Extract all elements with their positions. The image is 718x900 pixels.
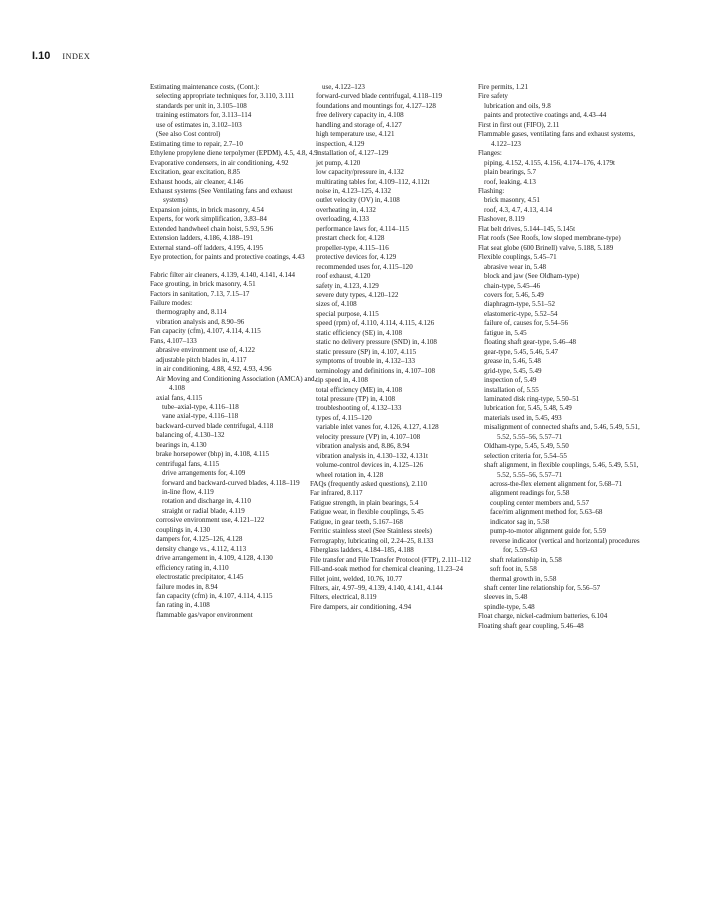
- index-entry: Flat roofs (See Roofs, low sloped membrane-type): [478, 234, 621, 243]
- index-entry: Floating shaft gear coupling, 5.46–48: [478, 621, 584, 630]
- index-entry: Float charge, nickel-cadmium batteries, 6.104: [478, 612, 608, 621]
- index-entry: diaphragm-type, 5.51–52: [484, 300, 556, 309]
- index-entry: misalignment of connected shafts and, 5.46, 5.49, 5.51, 5.52, 5.55–56, 5.57–71: [484, 423, 640, 441]
- index-entry: tube–axial-type, 4.116–118: [162, 402, 239, 411]
- index-entry: laminated disk ring-type, 5.50–51: [484, 394, 580, 403]
- index-entry: fan rating in, 4.108: [156, 601, 210, 610]
- index-entry: standards per unit in, 3.105–108: [156, 101, 247, 110]
- index-entry: outlet velocity (OV) in, 4.108: [316, 196, 400, 205]
- index-entry: shaft relationship in, 5.58: [490, 555, 562, 564]
- index-entry: spindle-type, 5.48: [484, 602, 535, 611]
- index-entry: Estimating maintenance costs, (Cont.):: [150, 83, 260, 91]
- index-columns: [150, 83, 646, 631]
- index-entry: selection criteria for, 5.54–55: [484, 451, 567, 460]
- index-entry: use of estimates in, 3.102–103: [156, 120, 242, 129]
- index-entry: axial fans, 4.115: [156, 393, 203, 402]
- index-entry: failure of, causes for, 5.54–56: [484, 319, 569, 328]
- index-entry: sleeves in, 5.48: [484, 593, 528, 602]
- page-number: I.10: [32, 50, 51, 62]
- index-entry: Exhaust hoods, air cleaner, 4.146: [150, 177, 244, 186]
- index-entry: propeller-type, 4.115–116: [316, 243, 389, 252]
- index-entry: FAQs (frequently asked questions), 2.110: [310, 480, 428, 489]
- index-entry: types of, 4.115–120: [316, 413, 372, 422]
- index-entry: inspection, 4.129: [316, 139, 365, 148]
- index-entry: balancing of, 4.130–132: [156, 431, 225, 440]
- index-entry: External stand–off ladders, 4.195, 4.195: [150, 243, 263, 252]
- index-entry: fatigue in, 5.45: [484, 328, 527, 337]
- index-entry: adjustable pitch blades in, 4.117: [156, 355, 247, 364]
- index-entry: abrasive wear in, 5.48: [484, 262, 547, 271]
- index-entry: coupling center members and, 5.57: [490, 498, 590, 507]
- index-entry: Fiberglass ladders, 4.184–185, 4.188: [310, 546, 414, 555]
- index-entry: roof, 4.3, 4.7, 4.13, 4.14: [484, 205, 553, 214]
- index-entry: severe duty types, 4.120–122: [316, 290, 399, 299]
- index-entry: centrifugal fans, 4.115: [156, 459, 220, 468]
- index-entry: foundations and mountings for, 4.127–128: [316, 101, 436, 110]
- section-gap: [150, 263, 318, 271]
- index-entry: reverse indicator (vertical and horizontal) procedures for, 5.59–63: [490, 536, 640, 555]
- index-entry: backward-curved blade centrifugal, 4.118: [156, 421, 274, 430]
- index-entry: Fatigue strength, in plain bearings, 5.4: [310, 498, 419, 507]
- index-entry: Fan capacity (cfm), 4.107, 4.114, 4.115: [150, 327, 261, 336]
- index-entry: rotation and discharge in, 4.110: [162, 497, 251, 506]
- index-entry: Far infrared, 8.117: [310, 489, 363, 498]
- index-entry: grease in, 5.46, 5.48: [484, 357, 541, 366]
- index-entry: pump-to-motor alignment guide for, 5.59: [490, 527, 606, 536]
- index-entry: in air conditioning, 4.88, 4.92, 4.93, 4.96: [156, 365, 272, 374]
- index-entry: recommended uses for, 4.115–120: [316, 262, 413, 271]
- index-entry: drive arrangements for, 4.109: [162, 469, 246, 478]
- index-entry: piping, 4.152, 4.155, 4.156, 4.174–176, 4.179t: [484, 158, 615, 167]
- index-entry: tip speed in, 4.108: [316, 376, 368, 385]
- index-entry: jet pump, 4.120: [316, 158, 361, 167]
- index-entry: roof, leaking, 4.13: [484, 177, 536, 186]
- index-entry: lubrication for, 5.45, 5.48, 5.49: [484, 404, 572, 413]
- index-entry: total efficiency (ME) in, 4.108: [316, 385, 402, 394]
- index-entry: shaft center line relationship for, 5.56–57: [484, 584, 601, 593]
- index-entry: paints and protective coatings and, 4.43–44: [484, 111, 607, 120]
- index-entry: static pressure (SP) in, 4.107, 4.115: [316, 347, 417, 356]
- index-entry: failure modes in, 8.94: [156, 582, 218, 591]
- index-entry: selecting appropriate techniques for, 3.110, 3.111: [156, 92, 295, 101]
- index-entry: drive arrangement in, 4.109, 4.128, 4.130: [156, 554, 273, 563]
- index-entry: File transfer and File Transfer Protocol (FTP), 2.111–112: [310, 555, 472, 564]
- index-entry: low capacity/pressure in, 4.132: [316, 168, 404, 177]
- index-column-3: [478, 83, 646, 631]
- index-entry: electrostatic precipitator, 4.145: [156, 573, 244, 582]
- index-entry: installation of, 5.55: [484, 385, 539, 394]
- index-entry: chain-type, 5.45–46: [484, 281, 541, 290]
- index-entry: Failure modes:: [150, 298, 193, 307]
- page-title: INDEX: [62, 52, 91, 61]
- index-entry: static no delivery pressure (SND) in, 4.108: [316, 338, 437, 347]
- index-entry: Fire dampers, air conditioning, 4.94: [310, 602, 412, 611]
- index-entry: overloading, 4.133: [316, 215, 370, 224]
- index-entry: Expansion joints, in brick masonry, 4.54: [150, 205, 264, 214]
- index-entry: Flashover, 8.119: [478, 215, 525, 224]
- index-entry: covers for, 5.46, 5.49: [484, 290, 544, 299]
- index-entry: corrosive environment use, 4.121–122: [156, 516, 265, 525]
- index-entry: static efficiency (SE) in, 4.108: [316, 328, 402, 337]
- index-entry: Air Moving and Conditioning Association (AMCA) and, 4.108: [156, 374, 317, 393]
- index-entry: across-the-flex element alignment for, 5.68–71: [490, 480, 622, 489]
- index-entry: block and jaw (See Oldham-type): [484, 272, 580, 281]
- index-entry: straight or radial blade, 4.119: [162, 506, 245, 515]
- index-column-2: [310, 83, 478, 631]
- index-entry: alignment readings for, 5.58: [490, 489, 570, 498]
- index-entry: lubrication and oils, 9.8: [484, 101, 551, 110]
- index-entry: protective devices for, 4.129: [316, 253, 397, 262]
- index-entry: Filters, air, 4.97–99, 4.139, 4.140, 4.141, 4.144: [310, 584, 443, 593]
- index-entry: terminology and definitions in, 4.107–108: [316, 366, 436, 375]
- index-entry: handling and storage of, 4.127: [316, 120, 402, 129]
- index-entry: soft foot in, 5.58: [490, 565, 537, 574]
- index-entry: Fire safety: [478, 92, 508, 101]
- index-entry: shaft alignment, in flexible couplings, 5.46, 5.49, 5.51, 5.52, 5.55–56, 5.57–71: [484, 461, 639, 479]
- index-entry: speed (rpm) of, 4.110, 4.114, 4.115, 4.126: [316, 319, 435, 328]
- index-entry: noise in, 4.123–125, 4.132: [316, 186, 391, 195]
- index-entry: First in first out (FIFO), 2.11: [478, 120, 560, 129]
- index-entry: gear-type, 5.45, 5.46, 5.47: [484, 347, 559, 356]
- index-entry: Ferritic stainless steel (See Stainless steels): [310, 527, 432, 536]
- index-entry: Extension ladders, 4.186, 4.188–191: [150, 234, 254, 243]
- index-entry: Flanges:: [478, 149, 502, 158]
- index-entry: plain bearings, 5.7: [484, 168, 537, 177]
- index-entry: brick masonry, 4.51: [484, 196, 540, 205]
- index-entry: grid-type, 5.45, 5.49: [484, 366, 542, 375]
- index-entry: Flammable gases, ventilating fans and exhaust systems, 4.122–123: [478, 130, 635, 148]
- index-entry: multirating tables for, 4.109–112, 4.112t: [316, 177, 430, 186]
- index-entry: floating shaft gear-type, 5.46–48: [484, 338, 577, 347]
- index-entry: use, 4.122–123: [322, 83, 365, 91]
- index-entry: safety in, 4.123, 4.129: [316, 281, 379, 290]
- index-entry: training estimators for, 3.113–114: [156, 111, 252, 120]
- index-entry: wheel rotation in, 4.128: [316, 470, 384, 479]
- index-entry: performance laws for, 4.114–115: [316, 224, 409, 233]
- index-entry: couplings in, 4.130: [156, 525, 211, 534]
- index-entry: Flat seat globe (600 Brinell) valve, 5.188, 5.189: [478, 243, 614, 252]
- index-entry: Face grouting, in brick masonry, 4.51: [150, 280, 256, 289]
- index-entry: troubleshooting of, 4.132–133: [316, 404, 402, 413]
- index-entry: Flashing:: [478, 186, 505, 195]
- index-entry: materials used in, 5.45, 493: [484, 413, 562, 422]
- index-entry: inspection of, 5.49: [484, 376, 537, 385]
- index-entry: Flat belt drives, 5.144–145, 5.145t: [478, 224, 576, 233]
- index-entry: installation of, 4.127–129: [316, 149, 389, 158]
- index-entry: vibration analysis and, 8.90–96: [156, 317, 245, 326]
- index-entry: fan capacity (cfm) in, 4.107, 4.114, 4.115: [156, 592, 273, 601]
- index-entry: forward-curved blade centrifugal, 4.118–119: [316, 92, 443, 101]
- index-entry: Fatigue, in gear teeth, 5.167–168: [310, 517, 403, 526]
- index-entry: Fabric filter air cleaners, 4.139, 4.140, 4.141, 4.144: [150, 270, 296, 279]
- index-entry: bearings in, 4.130: [156, 440, 207, 449]
- index-entry: prestart check for, 4.128: [316, 234, 385, 243]
- index-entry: Eye protection, for paints and protective coatings, 4.43: [150, 253, 305, 262]
- index-entry: Factors in sanitation, 7.13, 7.15–17: [150, 289, 250, 298]
- index-entry: Ferrography, lubricating oil, 2.24–25, 8.133: [310, 536, 434, 545]
- index-entry: dampers for, 4.125–126, 4.128: [156, 535, 243, 544]
- index-entry: Filters, electrical, 8.119: [310, 593, 377, 602]
- index-entry: (See also Cost control): [156, 130, 221, 139]
- index-entry: total pressure (TP) in, 4.108: [316, 394, 396, 403]
- index-entry: velocity pressure (VP) in, 4.107–108: [316, 432, 421, 441]
- index-entry: symptoms of trouble in, 4.132–133: [316, 357, 416, 366]
- index-entry: brake horsepower (bhp) in, 4.108, 4.115: [156, 450, 270, 459]
- index-entry: Fillet joint, welded, 10.76, 10.77: [310, 574, 403, 583]
- index-entry: in-line flow, 4.119: [162, 488, 214, 497]
- index-entry: thermal growth in, 5.58: [490, 574, 557, 583]
- index-entry: Flexible couplings, 5.45–71: [478, 253, 557, 262]
- index-entry: Experts, for work simplification, 3.83–84: [150, 215, 267, 224]
- index-entry: vibration analysis and, 8.86, 8.94: [316, 442, 410, 451]
- index-entry: overheating in, 4.132: [316, 205, 376, 214]
- index-entry: Evaporative condensers, in air conditioning, 4.92: [150, 158, 289, 167]
- index-entry: face/rim alignment method for, 5.63–68: [490, 508, 603, 517]
- index-entry: free delivery capacity in, 4.108: [316, 111, 404, 120]
- index-entry: elastomeric-type, 5.52–54: [484, 309, 558, 318]
- index-entry: roof exhaust, 4.120: [316, 272, 371, 281]
- index-entry: variable inlet vanes for, 4.126, 4.127, 4.128: [316, 423, 439, 432]
- index-entry: indicator sag in, 5.58: [490, 517, 550, 526]
- index-entry: thermography and, 8.114: [156, 308, 227, 317]
- index-entry: forward and backward-curved blades, 4.118–119: [162, 478, 300, 487]
- index-entry: abrasive environment use of, 4.122: [156, 346, 256, 355]
- index-entry: Exhaust systems (See Ventilating fans and exhaust systems): [150, 186, 293, 205]
- index-entry: density change vs., 4.112, 4.113: [156, 544, 247, 553]
- index-entry: Extended handwheel chain hoist, 5.93, 5.96: [150, 224, 274, 233]
- index-entry: Excitation, gear excitation, 8.85: [150, 168, 241, 177]
- index-entry: Fatigue wear, in flexible couplings, 5.45: [310, 508, 424, 517]
- index-entry: volume-control devices in, 4.125–126: [316, 461, 424, 470]
- index-entry: vibration analysis in, 4.130–132, 4.131t: [316, 451, 428, 460]
- index-entry: sizes of, 4.108: [316, 300, 357, 309]
- page-header: [32, 50, 90, 62]
- index-entry: Oldham-type, 5.45, 5.49, 5.50: [484, 442, 569, 451]
- index-entry: vane axial-type, 4.116–118: [162, 412, 239, 421]
- index-entry: Estimating time to repair, 2.7–10: [150, 139, 243, 148]
- index-column-1: [150, 83, 318, 631]
- index-entry: Fill-and-soak method for chemical cleaning, 11.23–24: [310, 565, 463, 574]
- index-entry: Fans, 4.107–133: [150, 336, 197, 345]
- index-entry: Fire permits, 1.21: [478, 83, 529, 91]
- index-entry: special purpose, 4.115: [316, 309, 379, 318]
- index-entry: efficiency rating in, 4.110: [156, 563, 229, 572]
- index-entry: flammable gas/vapor environment: [156, 610, 253, 619]
- index-entry: high temperature use, 4.121: [316, 130, 395, 139]
- index-entry: Ethylene propylene diene terpolymer (EPDM), 4.5, 4.8, 4.9: [150, 149, 318, 158]
